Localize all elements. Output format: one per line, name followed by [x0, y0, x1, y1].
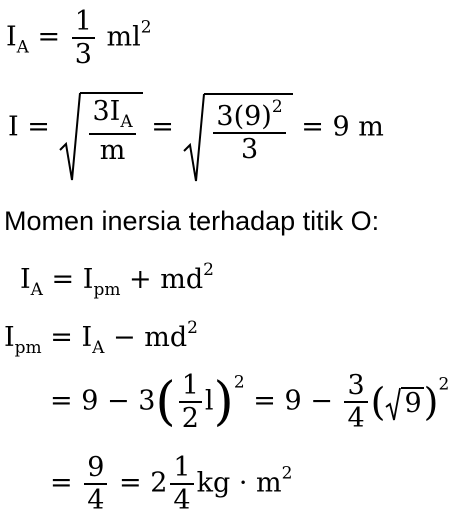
section-heading: Momen inersia terhadap titik O: — [4, 206, 380, 236]
radical-sign-icon — [385, 387, 401, 421]
sqrt-radical-3: 9 — [385, 387, 423, 417]
radical-sign-icon — [58, 92, 82, 182]
equation-moment-of-inertia-a: $I_A$ = $\frac{1}{3}$ $ml^2$ — [6, 6, 152, 70]
equation-parallel-axis: $I_A = I_{pm} + md^2$ — [20, 260, 214, 300]
fraction-one-third: $\frac{1}{3}$ — [72, 8, 95, 68]
equation-length: I = $\frac{3I_A}{m}$ = $\frac{3(9)^2}{3}$ = 9 m — [8, 92, 384, 164]
equation-substitution: = 9 − 3( $\frac{1}{2}$ l)$^2$ = 9 − $\frac{3}{4}$ ( 9)$^2$ — [50, 370, 449, 434]
radical-sign-icon — [182, 93, 206, 183]
sqrt-radical-2: $\frac{3(9)^2}{3}$ — [182, 93, 292, 163]
equation-rearranged: $I_{pm} = I_A - md^2$ — [4, 318, 198, 358]
equation-result: = $\frac{9}{4}$ = 2 $\frac{1}{4}$ kg · $m^2$ — [50, 452, 293, 516]
sqrt-radical-1: $\frac{3I_A}{m}$ — [58, 92, 142, 164]
